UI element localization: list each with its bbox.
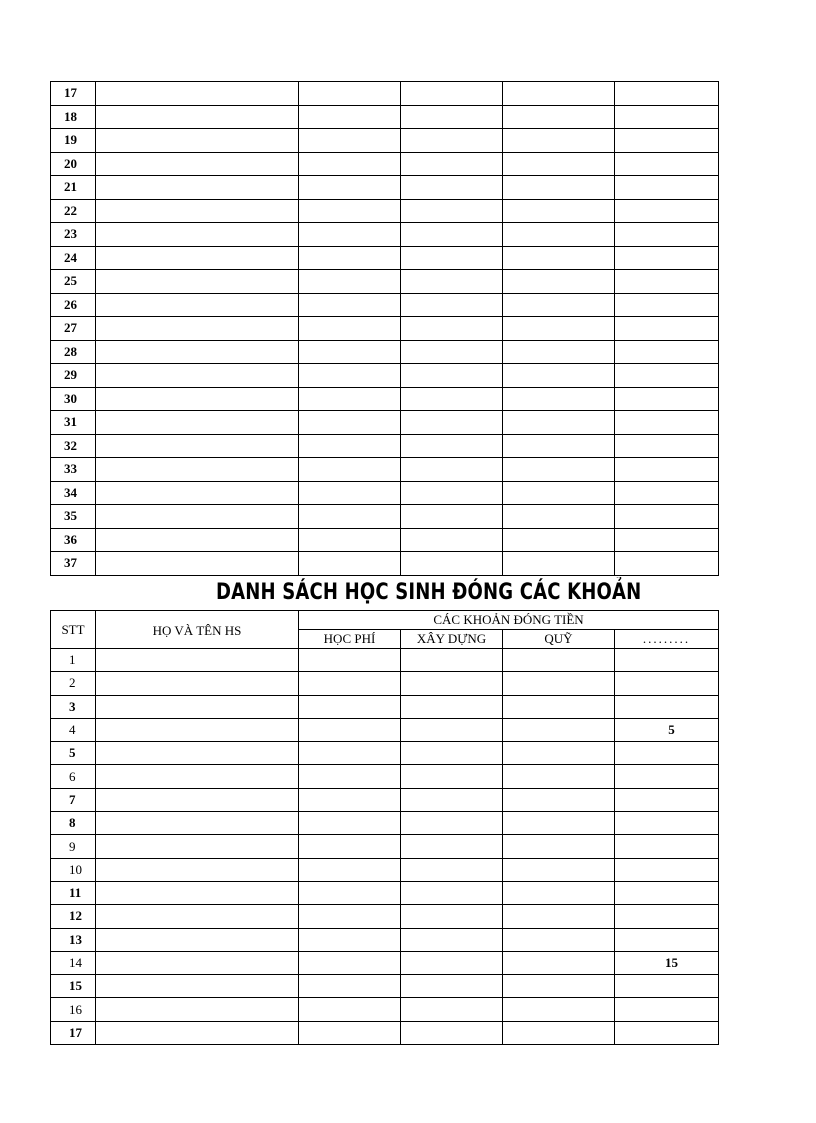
hoc-phi-cell[interactable] (299, 1021, 401, 1044)
xay-dung-cell[interactable] (401, 788, 503, 811)
table-row (51, 552, 719, 576)
quy-cell[interactable] (503, 505, 615, 529)
quy-cell[interactable] (503, 742, 615, 765)
name-cell[interactable] (96, 765, 299, 788)
row-number: 16 (51, 998, 96, 1021)
quy-cell[interactable] (503, 270, 615, 294)
row-number: 19 (51, 129, 96, 153)
name-cell[interactable] (96, 199, 299, 223)
name-cell[interactable] (96, 975, 299, 998)
hoc-phi-header: HỌC PHÍ (299, 630, 401, 649)
other-cell[interactable] (615, 293, 719, 317)
name-cell[interactable] (96, 246, 299, 270)
quy-cell[interactable] (503, 695, 615, 718)
name-cell[interactable] (96, 152, 299, 176)
xay-dung-cell[interactable] (401, 152, 503, 176)
row-number: 36 (51, 528, 96, 552)
hoc-phi-cell[interactable] (299, 387, 401, 411)
other-cell[interactable] (615, 505, 719, 529)
name-cell[interactable] (96, 387, 299, 411)
row-number: 24 (51, 246, 96, 270)
other-cell[interactable] (615, 270, 719, 294)
table-row (51, 742, 719, 765)
name-cell[interactable] (96, 505, 299, 529)
row-number: 37 (51, 552, 96, 576)
quy-cell[interactable] (503, 246, 615, 270)
quy-cell[interactable] (503, 364, 615, 388)
other-cell[interactable] (615, 481, 719, 505)
xay-dung-cell[interactable] (401, 695, 503, 718)
other-cell[interactable] (615, 340, 719, 364)
quy-cell[interactable] (503, 649, 615, 672)
row-number: 29 (51, 364, 96, 388)
hoc-phi-cell[interactable] (299, 129, 401, 153)
other-cell[interactable] (615, 129, 719, 153)
other-cell[interactable] (615, 434, 719, 458)
other-cell[interactable] (615, 528, 719, 552)
quy-cell[interactable] (503, 411, 615, 435)
row-number: 1 (51, 649, 96, 672)
table-row (51, 176, 719, 200)
name-cell[interactable] (96, 458, 299, 482)
row-number: 26 (51, 293, 96, 317)
row-number: 23 (51, 223, 96, 247)
row-number: 30 (51, 387, 96, 411)
hoc-phi-cell[interactable] (299, 672, 401, 695)
hoc-phi-cell[interactable] (299, 270, 401, 294)
xay-dung-cell[interactable] (401, 105, 503, 129)
hoc-phi-cell[interactable] (299, 528, 401, 552)
row-number: 33 (51, 458, 96, 482)
table-row (51, 199, 719, 223)
table-row (51, 270, 719, 294)
row-number: 7 (51, 788, 96, 811)
quy-cell[interactable] (503, 812, 615, 835)
other-cell[interactable] (615, 881, 719, 904)
name-cell[interactable] (96, 742, 299, 765)
xay-dung-cell[interactable] (401, 246, 503, 270)
name-cell[interactable] (96, 812, 299, 835)
xay-dung-cell[interactable] (401, 928, 503, 951)
hoc-phi-cell[interactable] (299, 649, 401, 672)
table-row (51, 998, 719, 1021)
hoc-phi-cell[interactable] (299, 246, 401, 270)
row-number: 18 (51, 105, 96, 129)
xay-dung-cell[interactable] (401, 951, 503, 974)
name-cell[interactable] (96, 928, 299, 951)
xay-dung-cell[interactable] (401, 411, 503, 435)
hoc-phi-cell[interactable] (299, 458, 401, 482)
row-number: 32 (51, 434, 96, 458)
quy-cell[interactable] (503, 552, 615, 576)
row-number: 20 (51, 152, 96, 176)
xay-dung-header: XÂY DỰNG (401, 630, 503, 649)
xay-dung-cell[interactable] (401, 718, 503, 741)
row-number: 6 (51, 765, 96, 788)
hoc-phi-cell[interactable] (299, 742, 401, 765)
table-row (51, 387, 719, 411)
xay-dung-cell[interactable] (401, 858, 503, 881)
name-cell[interactable] (96, 364, 299, 388)
other-cell[interactable] (615, 812, 719, 835)
xay-dung-cell[interactable] (401, 905, 503, 928)
header-row (51, 611, 719, 630)
top-student-table (50, 81, 719, 576)
quy-cell[interactable] (503, 82, 615, 106)
name-cell[interactable] (96, 718, 299, 741)
hoc-phi-cell[interactable] (299, 317, 401, 341)
table-row (51, 481, 719, 505)
hoc-phi-cell[interactable] (299, 858, 401, 881)
other-cell[interactable] (615, 387, 719, 411)
xay-dung-cell[interactable] (401, 129, 503, 153)
xay-dung-cell[interactable] (401, 881, 503, 904)
name-cell[interactable] (96, 672, 299, 695)
row-number: 22 (51, 199, 96, 223)
name-header: HỌ VÀ TÊN HS (96, 611, 299, 649)
row-number: 17 (51, 82, 96, 106)
table-row (51, 340, 719, 364)
quy-cell[interactable] (503, 458, 615, 482)
xay-dung-cell[interactable] (401, 998, 503, 1021)
other-cell[interactable] (615, 1021, 719, 1044)
xay-dung-cell[interactable] (401, 552, 503, 576)
quy-cell[interactable] (503, 434, 615, 458)
xay-dung-cell[interactable] (401, 270, 503, 294)
xay-dung-cell[interactable] (401, 199, 503, 223)
hoc-phi-cell[interactable] (299, 552, 401, 576)
xay-dung-cell[interactable] (401, 1021, 503, 1044)
other-cell[interactable] (615, 649, 719, 672)
name-cell[interactable] (96, 951, 299, 974)
hoc-phi-cell[interactable] (299, 951, 401, 974)
quy-cell[interactable] (503, 765, 615, 788)
hoc-phi-cell[interactable] (299, 105, 401, 129)
name-cell[interactable] (96, 695, 299, 718)
other-cell[interactable] (615, 742, 719, 765)
row-number: 10 (51, 858, 96, 881)
xay-dung-cell[interactable] (401, 649, 503, 672)
quy-cell[interactable] (503, 672, 615, 695)
hoc-phi-cell[interactable] (299, 152, 401, 176)
hoc-phi-cell[interactable] (299, 835, 401, 858)
xay-dung-cell[interactable] (401, 505, 503, 529)
xay-dung-cell[interactable] (401, 340, 503, 364)
other-cell[interactable] (615, 765, 719, 788)
other-cell[interactable] (615, 223, 719, 247)
hoc-phi-cell[interactable] (299, 695, 401, 718)
quy-cell[interactable] (503, 223, 615, 247)
fee-list-table (50, 610, 719, 1045)
table-row (51, 246, 719, 270)
name-cell[interactable] (96, 129, 299, 153)
hoc-phi-cell[interactable] (299, 176, 401, 200)
quy-cell[interactable] (503, 129, 615, 153)
table-row (51, 458, 719, 482)
name-cell[interactable] (96, 293, 299, 317)
table-row (51, 649, 719, 672)
hoc-phi-cell[interactable] (299, 881, 401, 904)
table-row (51, 672, 719, 695)
table-row (51, 411, 719, 435)
table-row (51, 528, 719, 552)
hoc-phi-cell[interactable] (299, 481, 401, 505)
xay-dung-cell[interactable] (401, 82, 503, 106)
other-cell[interactable] (615, 695, 719, 718)
row-number: 3 (51, 695, 96, 718)
quy-cell[interactable] (503, 105, 615, 129)
other-cell[interactable] (615, 975, 719, 998)
table-row (51, 975, 719, 998)
hoc-phi-cell[interactable] (299, 411, 401, 435)
table-row (51, 364, 719, 388)
other-cell[interactable] (615, 552, 719, 576)
table-row (51, 905, 719, 928)
table-row (51, 858, 719, 881)
table-row (51, 695, 719, 718)
name-cell[interactable] (96, 858, 299, 881)
quy-cell[interactable] (503, 340, 615, 364)
quy-cell[interactable] (503, 481, 615, 505)
table-row (51, 1021, 719, 1044)
name-cell[interactable] (96, 411, 299, 435)
name-cell[interactable] (96, 223, 299, 247)
hoc-phi-cell[interactable] (299, 223, 401, 247)
other-cell[interactable]: 5 (615, 718, 719, 741)
hoc-phi-cell[interactable] (299, 788, 401, 811)
table-row (51, 105, 719, 129)
hoc-phi-cell[interactable] (299, 199, 401, 223)
xay-dung-cell[interactable] (401, 434, 503, 458)
name-cell[interactable] (96, 998, 299, 1021)
quy-cell[interactable] (503, 881, 615, 904)
table-row (51, 82, 719, 106)
table-row (51, 951, 719, 974)
quy-cell[interactable] (503, 317, 615, 341)
xay-dung-cell[interactable] (401, 223, 503, 247)
quy-cell[interactable] (503, 176, 615, 200)
name-cell[interactable] (96, 270, 299, 294)
fee-group-header: CÁC KHOẢN ĐÓNG TIỀN (299, 611, 719, 630)
hoc-phi-cell[interactable] (299, 293, 401, 317)
quy-cell[interactable] (503, 928, 615, 951)
row-number: 25 (51, 270, 96, 294)
row-number: 14 (51, 951, 96, 974)
row-number: 9 (51, 835, 96, 858)
name-cell[interactable] (96, 881, 299, 904)
xay-dung-cell[interactable] (401, 387, 503, 411)
other-cell[interactable] (615, 905, 719, 928)
hoc-phi-cell[interactable] (299, 718, 401, 741)
row-number: 28 (51, 340, 96, 364)
name-cell[interactable] (96, 552, 299, 576)
quy-cell[interactable] (503, 387, 615, 411)
quy-cell[interactable] (503, 951, 615, 974)
other-fees-header: ......... (615, 630, 719, 649)
other-cell[interactable] (615, 364, 719, 388)
hoc-phi-cell[interactable] (299, 998, 401, 1021)
table-row (51, 718, 719, 741)
hoc-phi-cell[interactable] (299, 928, 401, 951)
name-cell[interactable] (96, 835, 299, 858)
table-row (51, 881, 719, 904)
table-row (51, 152, 719, 176)
other-cell[interactable] (615, 458, 719, 482)
table-row (51, 505, 719, 529)
xay-dung-cell[interactable] (401, 293, 503, 317)
stt-header: STT (51, 611, 96, 649)
table-row (51, 812, 719, 835)
xay-dung-cell[interactable] (401, 364, 503, 388)
quy-cell[interactable] (503, 998, 615, 1021)
other-cell[interactable] (615, 998, 719, 1021)
hoc-phi-cell[interactable] (299, 505, 401, 529)
quy-cell[interactable] (503, 293, 615, 317)
quy-header: QUỸ (503, 630, 615, 649)
other-cell[interactable] (615, 105, 719, 129)
row-number: 27 (51, 317, 96, 341)
row-number: 17 (51, 1021, 96, 1044)
table-row (51, 765, 719, 788)
name-cell[interactable] (96, 1021, 299, 1044)
table-row (51, 835, 719, 858)
row-number: 34 (51, 481, 96, 505)
name-cell[interactable] (96, 340, 299, 364)
other-cell[interactable] (615, 411, 719, 435)
other-cell[interactable]: 15 (615, 951, 719, 974)
hoc-phi-cell[interactable] (299, 340, 401, 364)
table-row (51, 928, 719, 951)
quy-cell[interactable] (503, 835, 615, 858)
xay-dung-cell[interactable] (401, 742, 503, 765)
row-number: 8 (51, 812, 96, 835)
hoc-phi-cell[interactable] (299, 82, 401, 106)
xay-dung-cell[interactable] (401, 835, 503, 858)
name-cell[interactable] (96, 788, 299, 811)
other-cell[interactable] (615, 246, 719, 270)
name-cell[interactable] (96, 82, 299, 106)
other-cell[interactable] (615, 835, 719, 858)
xay-dung-cell[interactable] (401, 481, 503, 505)
xay-dung-cell[interactable] (401, 317, 503, 341)
quy-cell[interactable] (503, 718, 615, 741)
other-cell[interactable] (615, 672, 719, 695)
other-cell[interactable] (615, 317, 719, 341)
name-cell[interactable] (96, 105, 299, 129)
page-title: DANH SÁCH HỌC SINH ĐÓNG CÁC KHOẢN (216, 580, 642, 605)
row-number: 21 (51, 176, 96, 200)
row-number: 15 (51, 975, 96, 998)
table-row (51, 788, 719, 811)
name-cell[interactable] (96, 434, 299, 458)
name-cell[interactable] (96, 317, 299, 341)
table-row (51, 129, 719, 153)
other-cell[interactable] (615, 788, 719, 811)
quy-cell[interactable] (503, 152, 615, 176)
hoc-phi-cell[interactable] (299, 905, 401, 928)
name-cell[interactable] (96, 176, 299, 200)
hoc-phi-cell[interactable] (299, 765, 401, 788)
quy-cell[interactable] (503, 975, 615, 998)
row-number: 11 (51, 881, 96, 904)
table-row (51, 317, 719, 341)
quy-cell[interactable] (503, 528, 615, 552)
hoc-phi-cell[interactable] (299, 364, 401, 388)
other-cell[interactable] (615, 858, 719, 881)
row-number: 31 (51, 411, 96, 435)
name-cell[interactable] (96, 481, 299, 505)
xay-dung-cell[interactable] (401, 528, 503, 552)
row-number: 4 (51, 718, 96, 741)
quy-cell[interactable] (503, 788, 615, 811)
table-row (51, 293, 719, 317)
xay-dung-cell[interactable] (401, 812, 503, 835)
name-cell[interactable] (96, 905, 299, 928)
row-number: 35 (51, 505, 96, 529)
quy-cell[interactable] (503, 905, 615, 928)
row-number: 13 (51, 928, 96, 951)
other-cell[interactable] (615, 199, 719, 223)
table-row (51, 434, 719, 458)
quy-cell[interactable] (503, 858, 615, 881)
hoc-phi-cell[interactable] (299, 434, 401, 458)
row-number: 5 (51, 742, 96, 765)
xay-dung-cell[interactable] (401, 672, 503, 695)
other-cell[interactable] (615, 176, 719, 200)
name-cell[interactable] (96, 528, 299, 552)
other-cell[interactable] (615, 928, 719, 951)
other-cell[interactable] (615, 152, 719, 176)
xay-dung-cell[interactable] (401, 176, 503, 200)
quy-cell[interactable] (503, 1021, 615, 1044)
hoc-phi-cell[interactable] (299, 812, 401, 835)
name-cell[interactable] (96, 649, 299, 672)
hoc-phi-cell[interactable] (299, 975, 401, 998)
row-number: 2 (51, 672, 96, 695)
other-cell[interactable] (615, 82, 719, 106)
xay-dung-cell[interactable] (401, 765, 503, 788)
row-number: 12 (51, 905, 96, 928)
xay-dung-cell[interactable] (401, 458, 503, 482)
quy-cell[interactable] (503, 199, 615, 223)
table-row (51, 223, 719, 247)
xay-dung-cell[interactable] (401, 975, 503, 998)
